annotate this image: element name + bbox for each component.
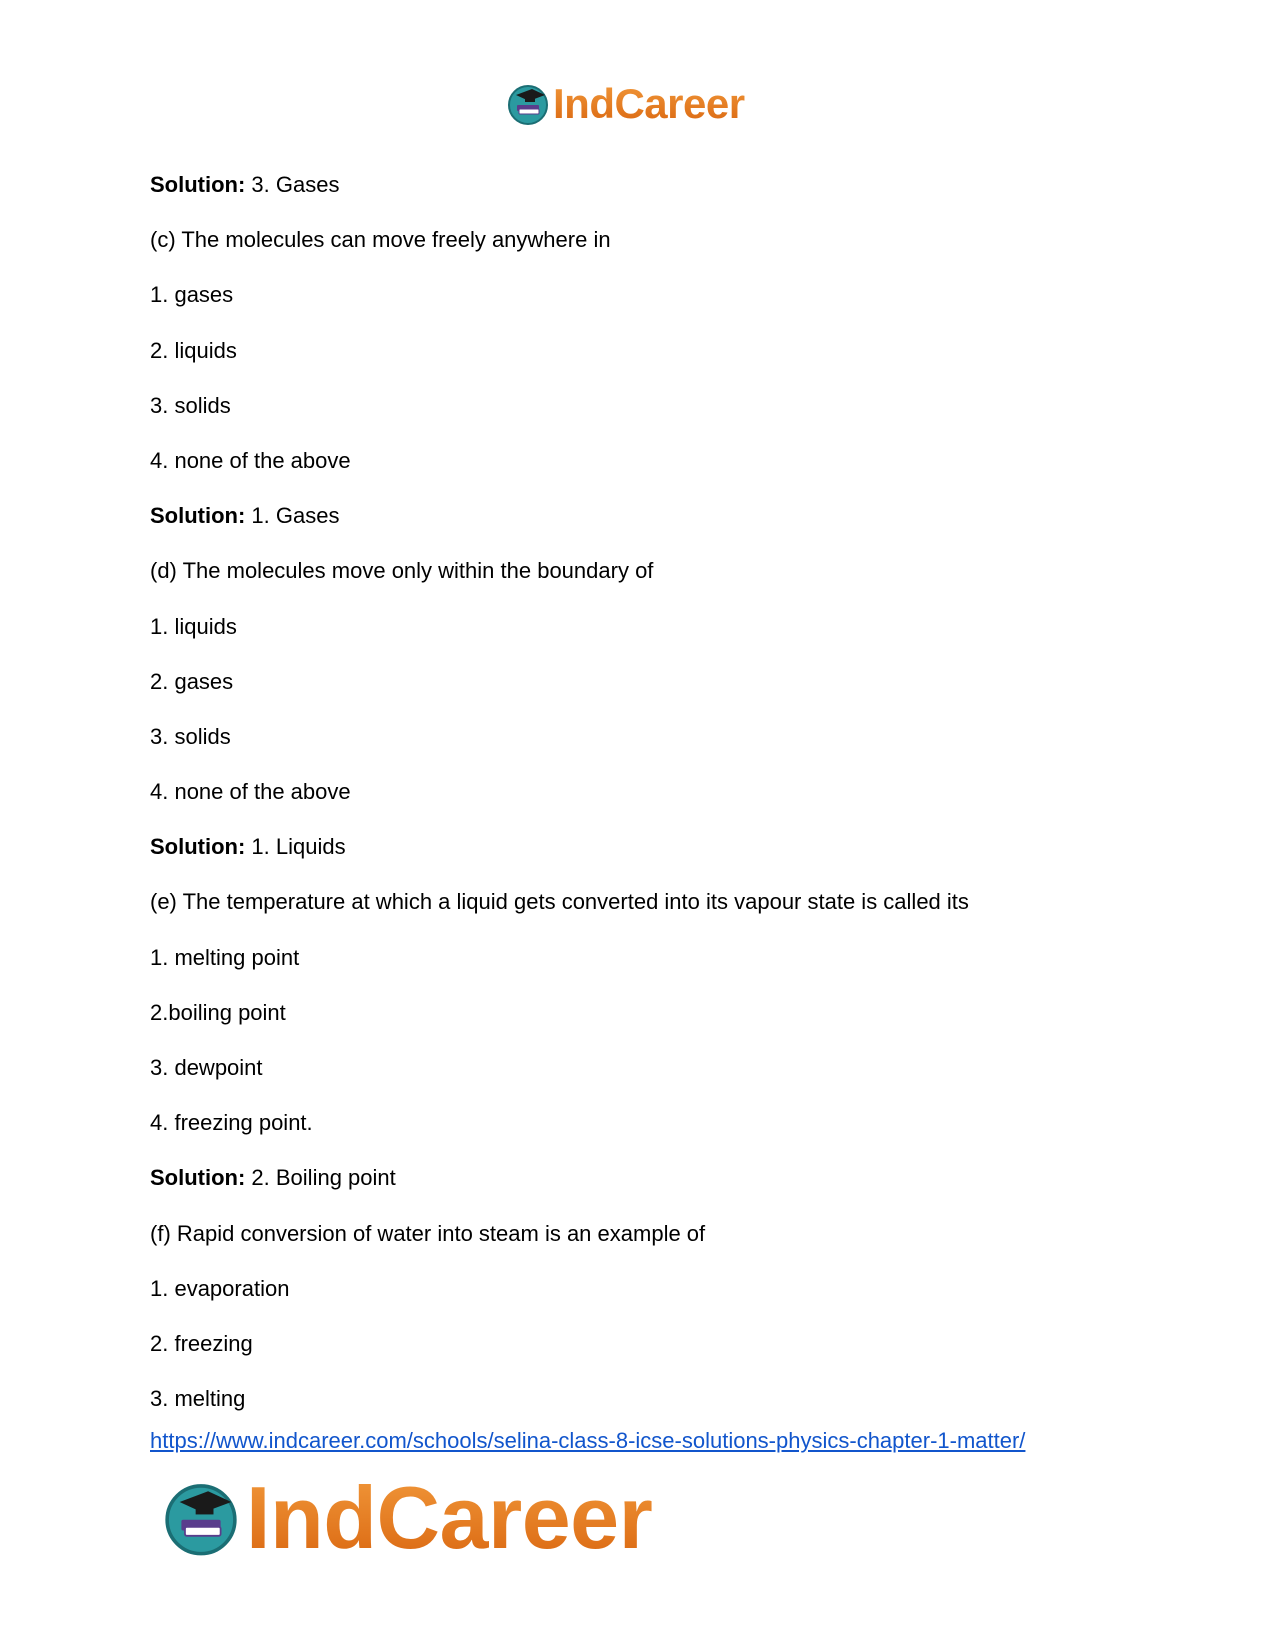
source-link[interactable]: https://www.indcareer.com/schools/selina-class-8-icse-solutions-physics-chapter-1-matter/	[150, 1428, 1026, 1453]
logo-wordmark: IndCareer	[553, 80, 745, 127]
solution-d: Solution: 1. Liquids	[150, 834, 346, 860]
option-c-1: 1. gases	[150, 282, 234, 308]
graduation-globe-icon	[505, 81, 551, 127]
document-body	[150, 172, 1150, 1441]
indcareer-logo-header	[505, 80, 745, 128]
graduation-globe-icon	[160, 1477, 242, 1559]
question-d: (d) The molecules move only within the boundary of	[150, 558, 654, 584]
solution-c: Solution: 1. Gases	[150, 503, 340, 529]
option-c-4: 4. none of the above	[150, 447, 351, 473]
solution-b: Solution: 3. Gases	[150, 172, 340, 197]
option-f-1: 1. evaporation	[150, 1275, 290, 1301]
question-e: (e) The temperature at which a liquid gets converted into its vapour state is called its	[150, 889, 969, 915]
option-f-2: 2. freezing	[150, 1330, 253, 1356]
option-c-2: 2. liquids	[150, 337, 237, 363]
question-f: (f) Rapid conversion of water into steam is an example of	[150, 1220, 706, 1246]
option-d-1: 1. liquids	[150, 613, 237, 639]
indcareer-logo-footer	[160, 1468, 652, 1568]
option-f-3: 3. melting	[150, 1386, 246, 1412]
option-d-4: 4. none of the above	[150, 779, 351, 805]
option-e-2: 2.boiling point	[150, 999, 286, 1025]
option-e-3: 3. dewpoint	[150, 1055, 263, 1080]
question-c: (c) The molecules can move freely anywhere in	[150, 227, 611, 253]
option-e-1: 1. melting point	[150, 944, 300, 970]
logo-wordmark: IndCareer	[246, 1468, 653, 1567]
solution-e: Solution: 2. Boiling point	[150, 1165, 396, 1191]
option-d-2: 2. gases	[150, 668, 234, 694]
option-e-4: 4. freezing point.	[150, 1110, 313, 1136]
option-c-3: 3. solids	[150, 392, 231, 418]
option-d-3: 3. solids	[150, 723, 231, 749]
